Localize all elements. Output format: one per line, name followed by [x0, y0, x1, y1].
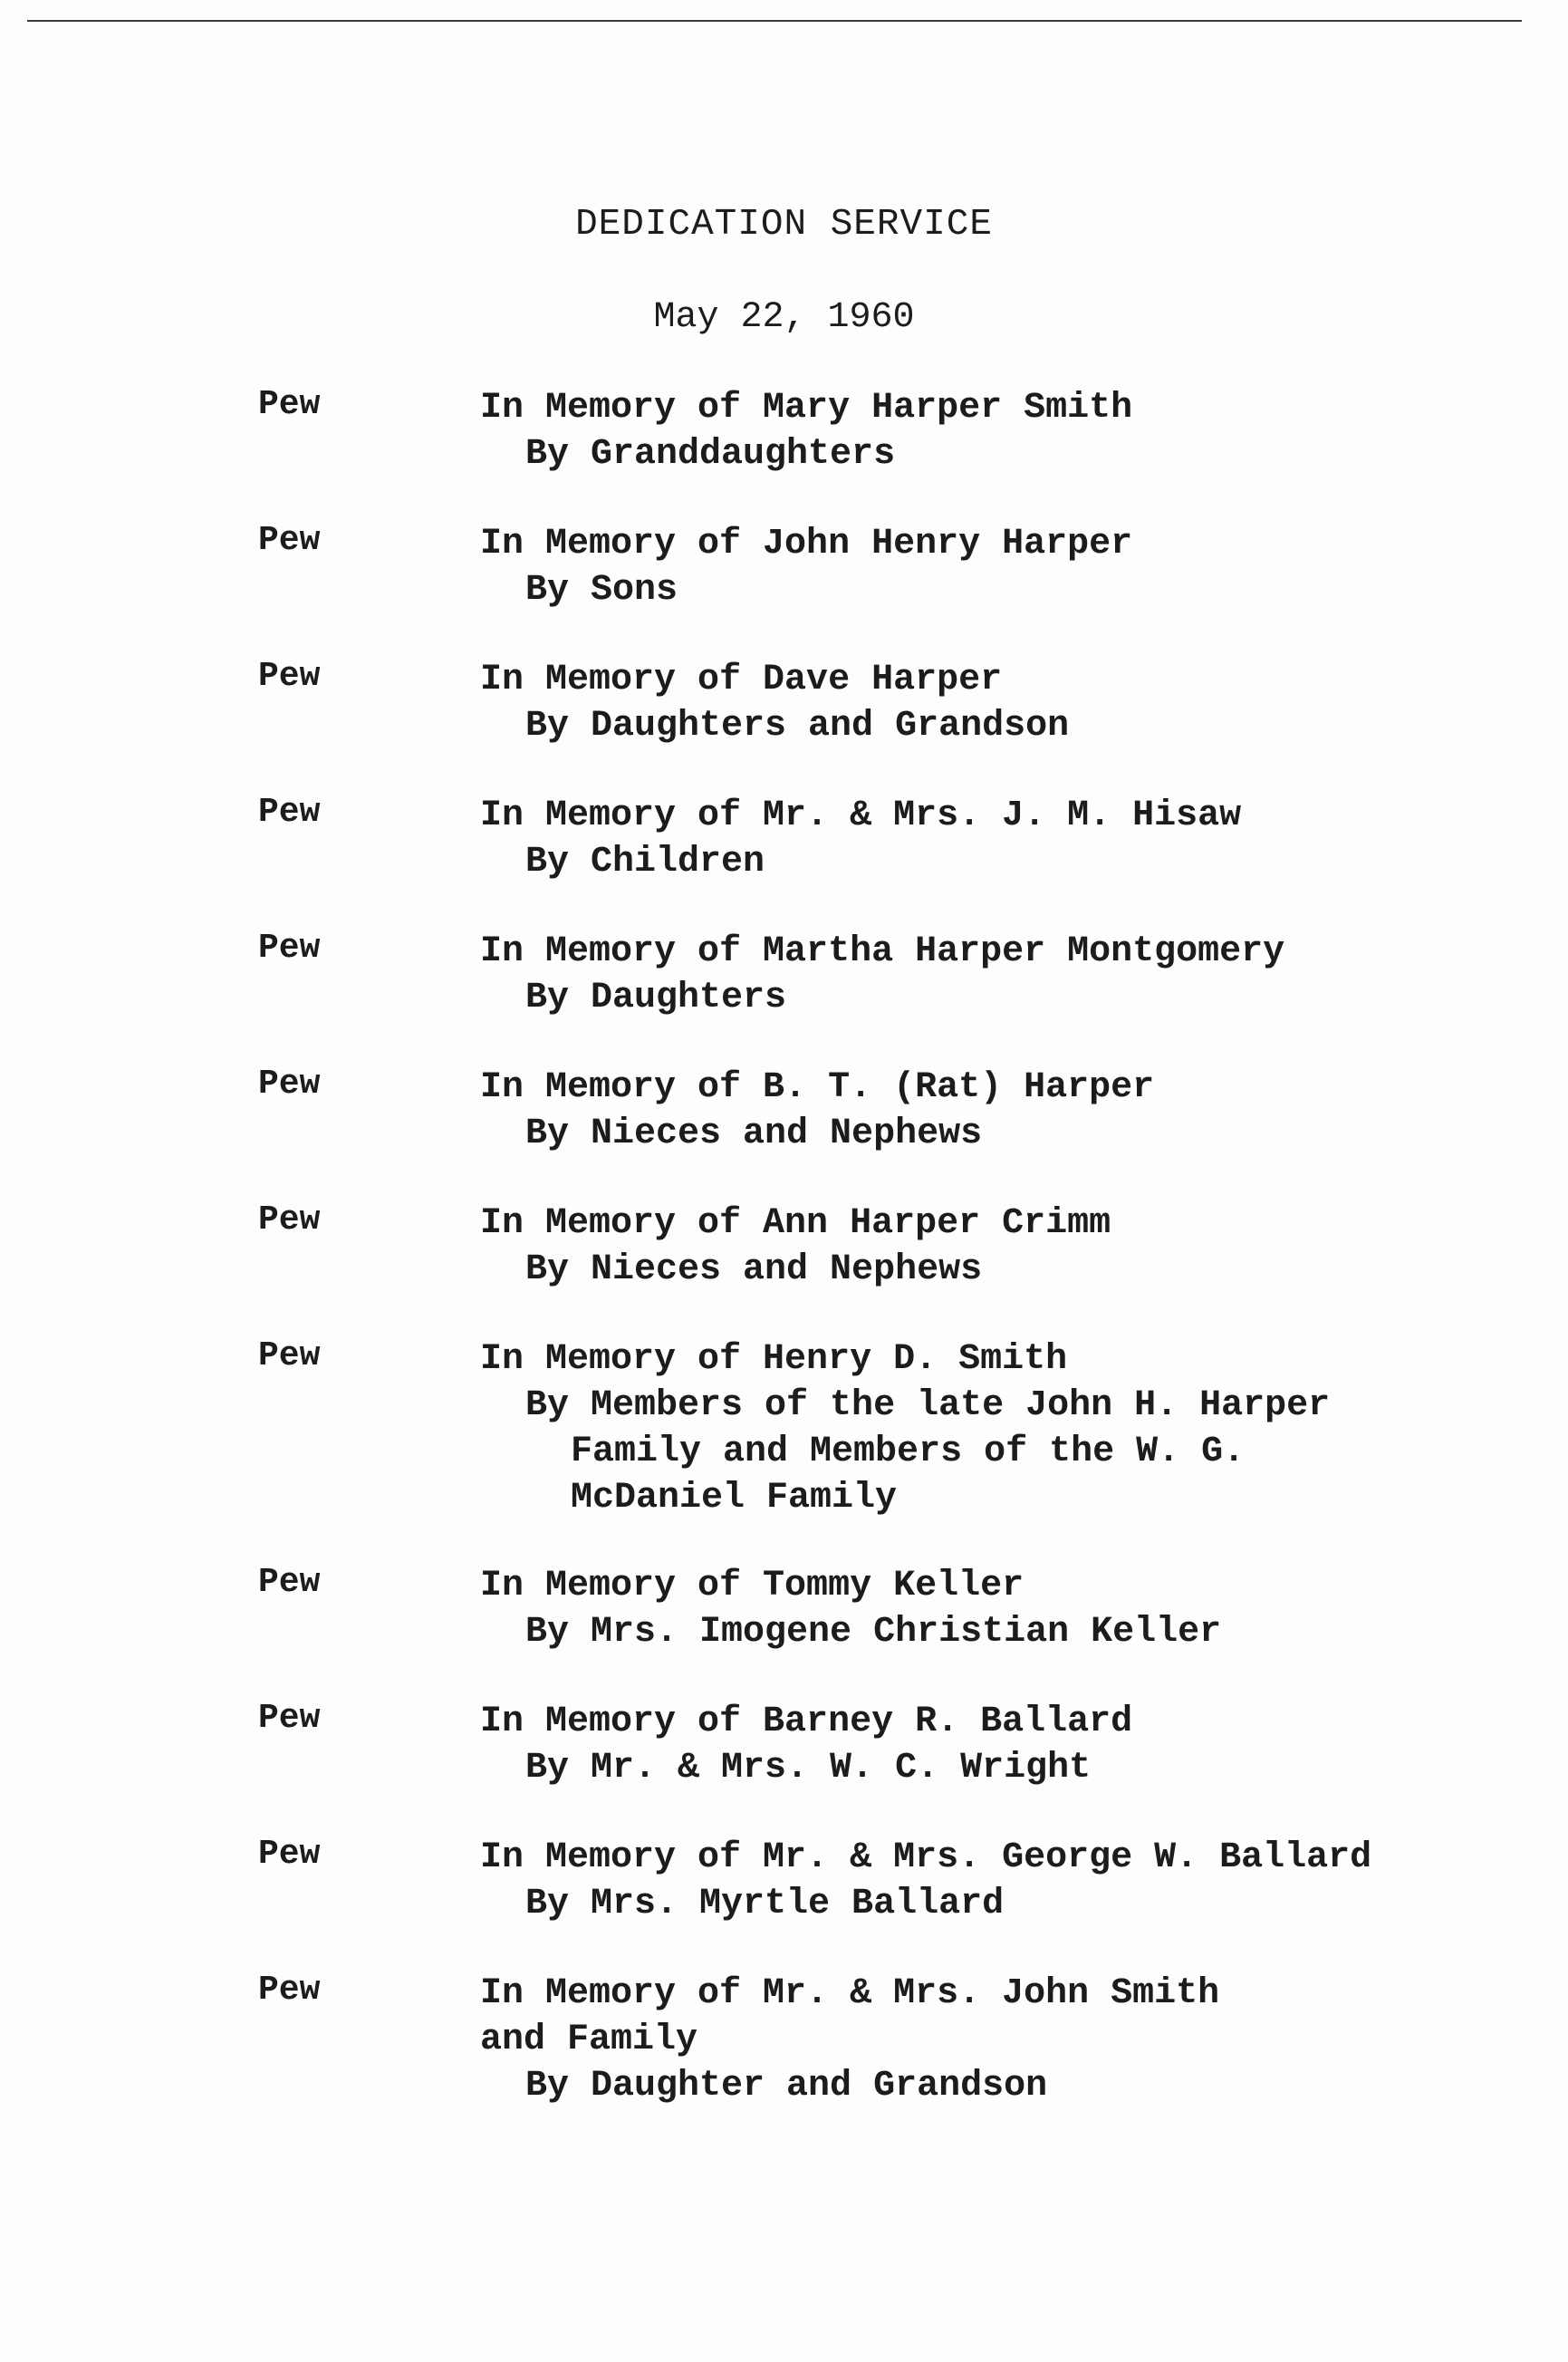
memory-line: In Memory of Mr. & Mrs. George W. Ballard: [480, 1837, 1372, 1878]
page-title: DEDICATION SERVICE: [575, 204, 993, 246]
memory-line: In Memory of Barney R. Ballard: [480, 1702, 1133, 1742]
memory-line: In Memory of Tommy Keller: [480, 1566, 1024, 1606]
donor-line: By Daughters and Grandson: [525, 706, 1070, 747]
pew-label: Pew: [258, 1971, 321, 2010]
memory-line-continued: and Family: [480, 2020, 698, 2060]
donor-line: By Granddaughters: [525, 434, 896, 475]
memory-line: In Memory of Henry D. Smith: [480, 1339, 1068, 1380]
donor-line: By Nieces and Nephews: [525, 1114, 983, 1154]
memory-line: In Memory of Mary Harper Smith: [480, 388, 1133, 429]
pew-label: Pew: [258, 1065, 321, 1104]
pew-label: Pew: [258, 929, 321, 968]
pew-label: Pew: [258, 1336, 321, 1375]
top-rule: [27, 20, 1522, 22]
donor-line: By Members of the late John H. Harper: [525, 1385, 1331, 1426]
pew-label: Pew: [258, 521, 321, 560]
pew-label: Pew: [258, 1563, 321, 1602]
pew-label: Pew: [258, 657, 321, 696]
pew-label: Pew: [258, 1200, 321, 1239]
donor-line: By Children: [525, 842, 765, 882]
memory-line: In Memory of Martha Harper Montgomery: [480, 931, 1285, 972]
memory-line: In Memory of B. T. (Rat) Harper: [480, 1067, 1155, 1108]
donor-line: By Mrs. Myrtle Ballard: [525, 1884, 1005, 1924]
memory-line: In Memory of Mr. & Mrs. John Smith: [480, 1973, 1220, 2014]
memory-line: In Memory of Mr. & Mrs. J. M. Hisaw: [480, 795, 1242, 836]
donor-line: By Daughter and Grandson: [525, 2066, 1048, 2107]
pew-label: Pew: [258, 1699, 321, 1738]
pew-label: Pew: [258, 385, 321, 424]
pew-label: Pew: [258, 1835, 321, 1874]
donor-line: By Nieces and Nephews: [525, 1249, 983, 1290]
donor-line: Family and Members of the W. G.: [571, 1432, 1246, 1472]
memory-line: In Memory of Ann Harper Crimm: [480, 1203, 1111, 1244]
donor-line: By Sons: [525, 570, 678, 611]
memory-line: In Memory of Dave Harper: [480, 660, 1003, 700]
memory-line: In Memory of John Henry Harper: [480, 524, 1133, 564]
service-date: May 22, 1960: [653, 297, 915, 338]
donor-line: McDaniel Family: [571, 1478, 898, 1518]
pew-label: Pew: [258, 793, 321, 832]
donor-line: By Daughters: [525, 978, 787, 1018]
donor-line: By Mr. & Mrs. W. C. Wright: [525, 1748, 1092, 1788]
donor-line: By Mrs. Imogene Christian Keller: [525, 1612, 1222, 1653]
